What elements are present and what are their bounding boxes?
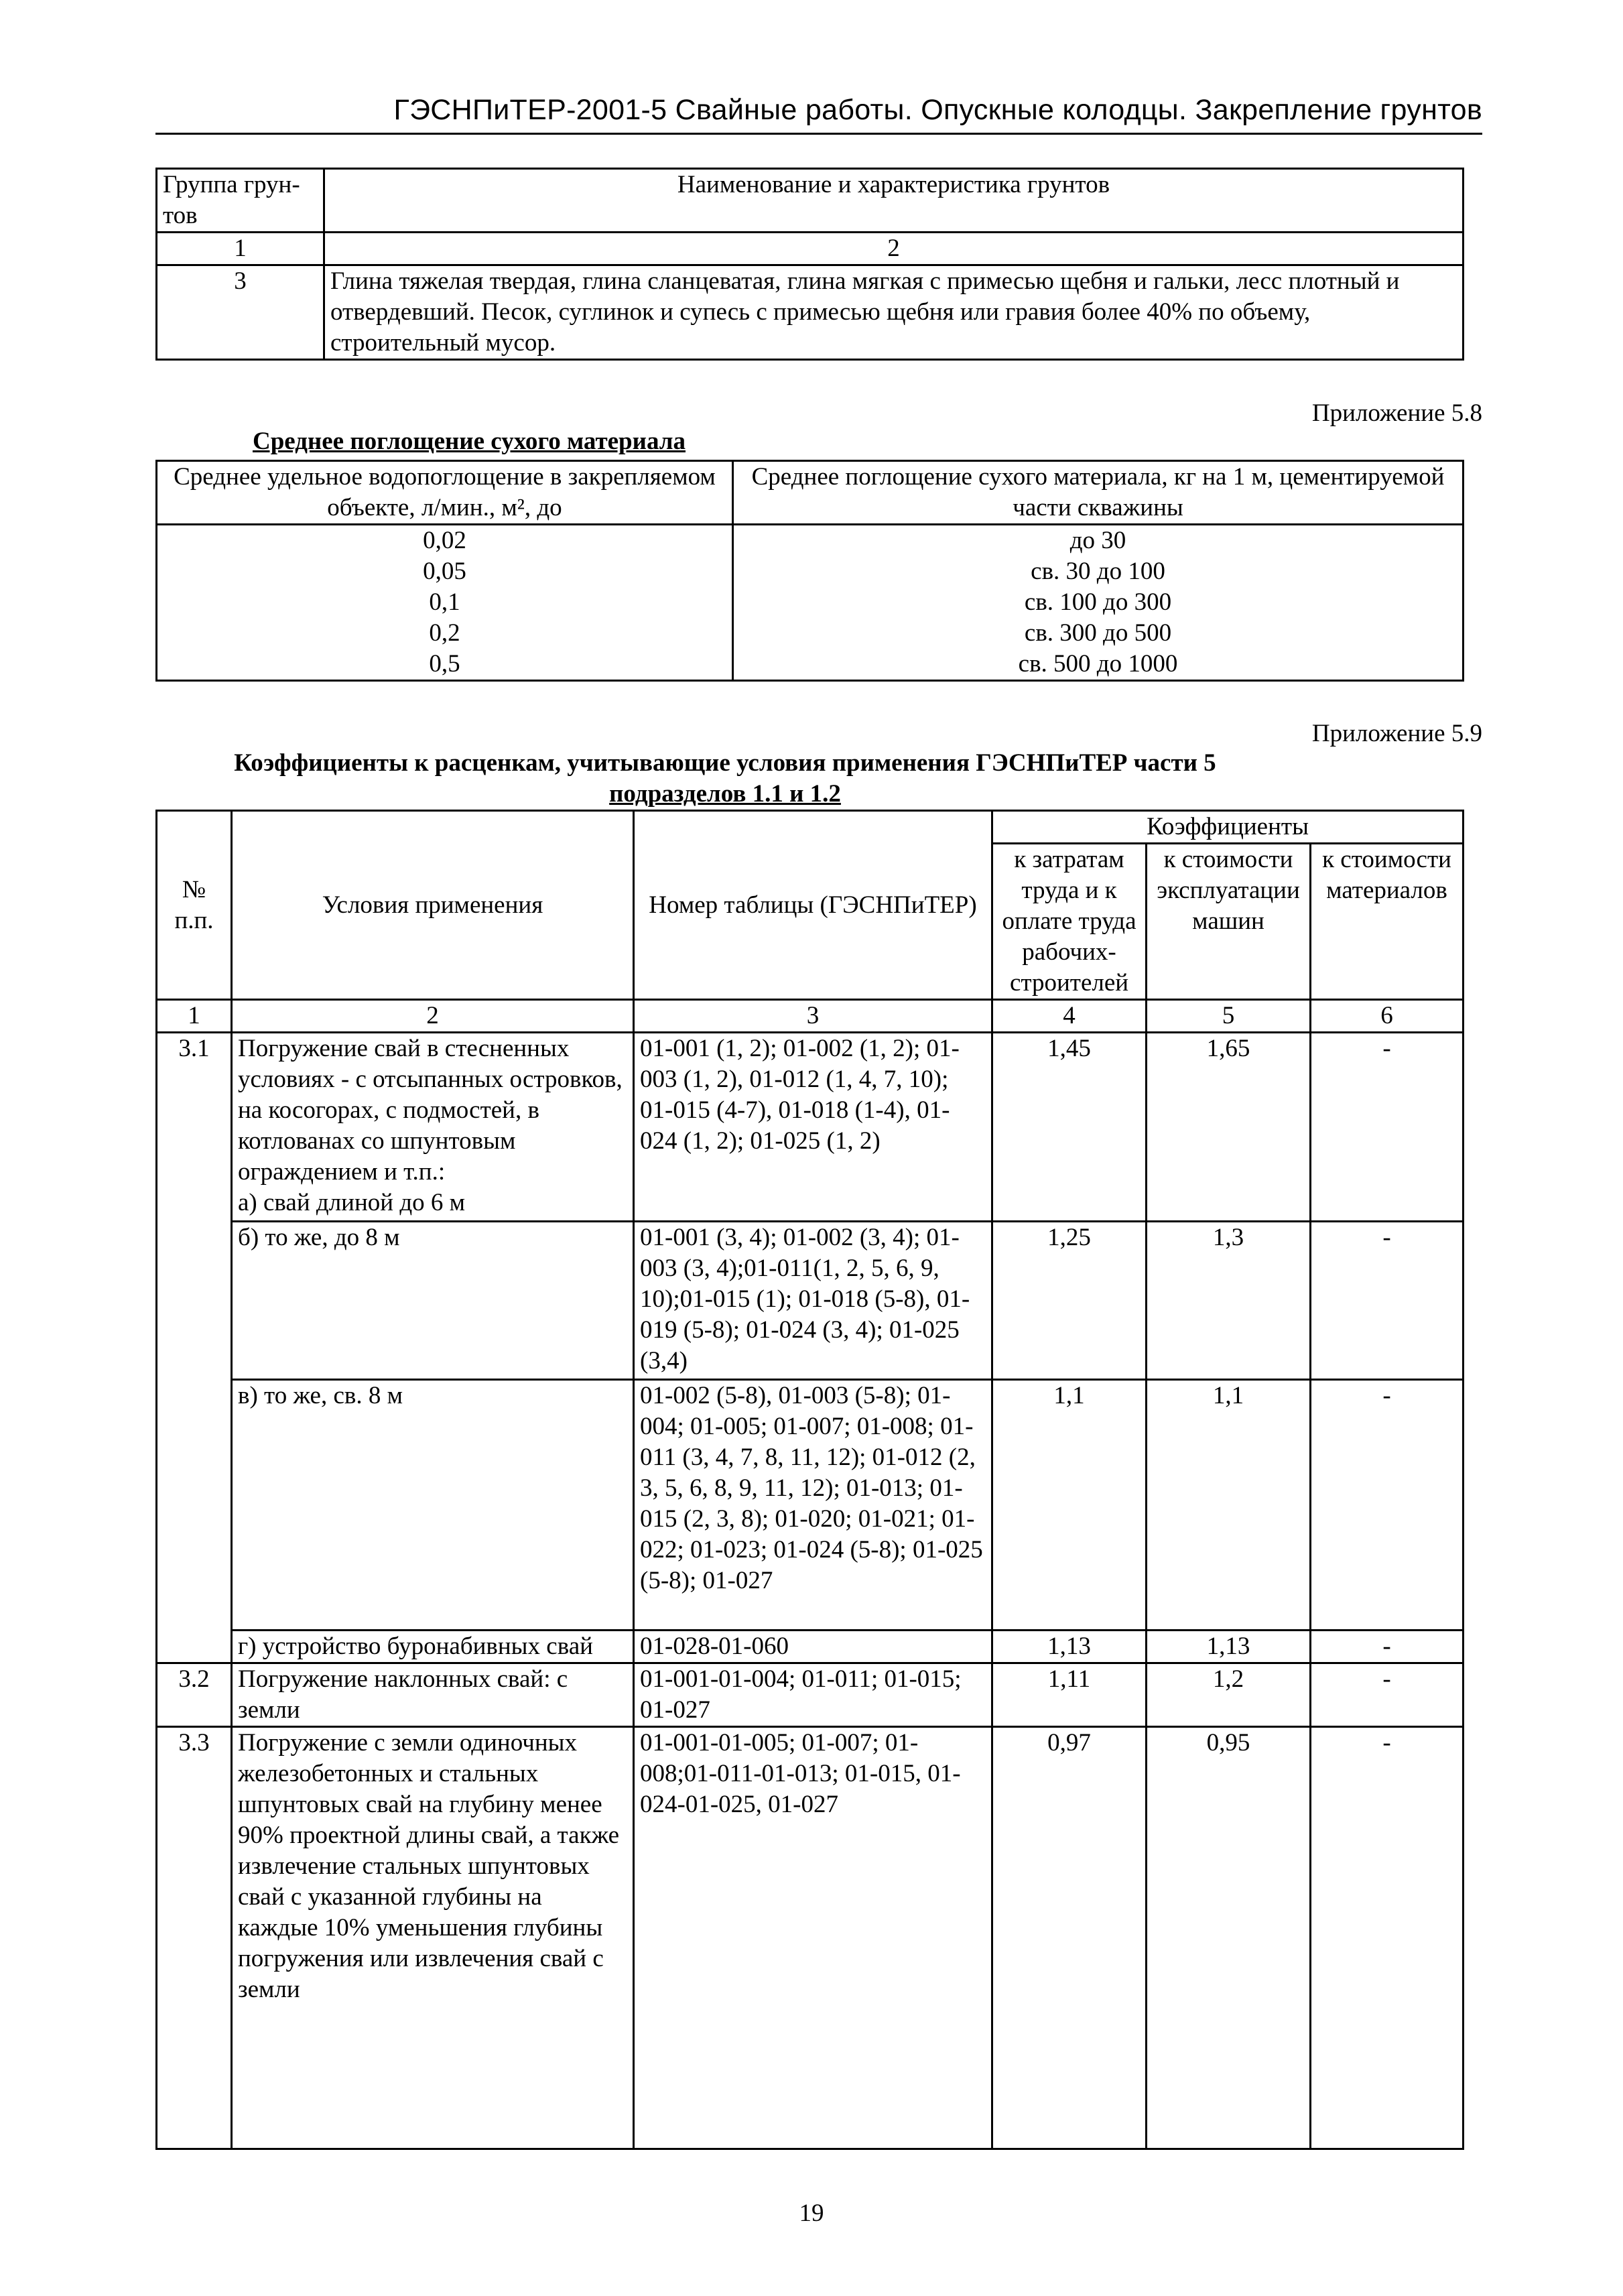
table-row bbox=[157, 556, 1464, 587]
row-materials: - bbox=[1311, 1631, 1464, 1663]
table-row bbox=[157, 649, 1464, 681]
table-row bbox=[157, 1222, 1464, 1380]
appendix-5-9-title-line1: Коэффициенты к расценкам, учитывающие условия применения ГЭСНПиТЕР части 5 bbox=[234, 749, 1216, 777]
soil-header-description: Наименование и характеристика грунтов bbox=[324, 169, 1464, 233]
absorption-value: 0,02 bbox=[157, 525, 733, 557]
row-materials: - bbox=[1311, 1727, 1464, 2149]
table-row bbox=[157, 1033, 1464, 1222]
soil-groups-table bbox=[155, 168, 1464, 361]
consumption-value: св. 500 до 1000 bbox=[733, 649, 1464, 681]
row-labor: 1,25 bbox=[992, 1222, 1147, 1380]
row-num: 3.2 bbox=[157, 1663, 232, 1727]
header-rule bbox=[155, 133, 1482, 135]
row-tables: 01-028-01-060 bbox=[634, 1631, 992, 1663]
page-number: 19 bbox=[799, 2199, 824, 2227]
appendix-5-9-title-line2: подразделов 1.1 и 1.2 bbox=[609, 780, 841, 808]
row-tables: 01-002 (5-8), 01-003 (5-8); 01-004; 01-005; 01-007; 01-008; 01-011 (3, 4, 7, 8, 11, 12); 01-012 (2, 3, 5, 6, 8, 9, 11, 12); 01-013; 01-015 (2, 3, 8); 01-020; 01-021; 01-022; 01-023; 01-024 (5-8); 01-025 (5-8); 01-027 bbox=[634, 1380, 992, 1631]
absorption-value: 0,2 bbox=[157, 618, 733, 649]
table-row bbox=[157, 1631, 1464, 1663]
soil-table-header-row bbox=[157, 169, 1464, 233]
row-materials: - bbox=[1311, 1033, 1464, 1222]
consumption-value: до 30 bbox=[733, 525, 1464, 557]
absorption-header-water: Среднее удельное водопоглощение в закрепляемом объекте, л/мин., м², до bbox=[157, 461, 733, 525]
row-labor: 0,97 bbox=[992, 1727, 1147, 2149]
dry-material-absorption-table bbox=[155, 460, 1464, 682]
row-num: 3.1 bbox=[157, 1033, 232, 1663]
consumption-value: св. 30 до 100 bbox=[733, 556, 1464, 587]
absorption-header-consumption: Среднее поглощение сухого материала, кг на 1 м, цементируемой части скважины bbox=[733, 461, 1464, 525]
appendix-5-8-label: Приложение 5.8 bbox=[1311, 399, 1482, 427]
coef-header-conditions: Условия применения bbox=[232, 811, 634, 1000]
row-labor: 1,13 bbox=[992, 1631, 1147, 1663]
row-labor: 1,11 bbox=[992, 1663, 1147, 1727]
soil-description: Глина тяжелая твердая, глина сланцеватая, глина мягкая с примесью щебня и гальки, лесс плотный и отвердевший. Песок, суглинок и супесь с примесью щебня или гравия более 40% по объему, строительный мусор. bbox=[324, 265, 1464, 360]
row-machines: 1,13 bbox=[1147, 1631, 1311, 1663]
row-materials: - bbox=[1311, 1222, 1464, 1380]
row-condition: Погружение свай в стесненных условиях - с отсыпанных островков, на косогорах, с подмостей, в котлованах со шпунтовым ограждением и т.п.: а) свай длиной до 6 м bbox=[232, 1033, 634, 1222]
row-condition: г) устройство буронабивных свай bbox=[232, 1631, 634, 1663]
row-materials: - bbox=[1311, 1663, 1464, 1727]
row-machines: 0,95 bbox=[1147, 1727, 1311, 2149]
coef-header-coefficients: Коэффициенты bbox=[992, 811, 1464, 844]
coef-header-machines: к стоимости эксплуатации машин bbox=[1147, 844, 1311, 1000]
coef-colnum-row bbox=[157, 1000, 1464, 1033]
row-machines: 1,1 bbox=[1147, 1380, 1311, 1631]
absorption-header-row bbox=[157, 461, 1464, 525]
row-labor: 1,45 bbox=[992, 1033, 1147, 1222]
absorption-value: 0,5 bbox=[157, 649, 733, 681]
coefficients-table bbox=[155, 810, 1464, 2150]
table-row bbox=[157, 1727, 1464, 2149]
row-tables: 01-001-01-004; 01-011; 01-015; 01-027 bbox=[634, 1663, 992, 1727]
appendix-5-9-label: Приложение 5.9 bbox=[1311, 720, 1482, 747]
soil-header-group: Группа грун-тов bbox=[157, 169, 324, 233]
coef-header-labor: к затратам труда и к оплате труда рабочих-строителей bbox=[992, 844, 1147, 1000]
coef-colnum-5: 5 bbox=[1147, 1000, 1311, 1033]
row-tables: 01-001-01-005; 01-007; 01-008;01-011-01-013; 01-015, 01-024-01-025, 01-027 bbox=[634, 1727, 992, 2149]
row-condition: б) то же, до 8 м bbox=[232, 1222, 634, 1380]
table-row bbox=[157, 587, 1464, 618]
row-condition: в) то же, св. 8 м bbox=[232, 1380, 634, 1631]
row-num: 3.3 bbox=[157, 1727, 232, 2149]
soil-table-colnum-row bbox=[157, 233, 1464, 265]
absorption-value: 0,05 bbox=[157, 556, 733, 587]
coef-colnum-4: 4 bbox=[992, 1000, 1147, 1033]
coef-header-row-1 bbox=[157, 811, 1464, 844]
row-machines: 1,2 bbox=[1147, 1663, 1311, 1727]
page-header-title: ГЭСНПиТЕР-2001-5 Свайные работы. Опускные колодцы. Закрепление грунтов bbox=[393, 94, 1482, 126]
coef-header-num: № п.п. bbox=[157, 811, 232, 1000]
coef-colnum-3: 3 bbox=[634, 1000, 992, 1033]
table-row bbox=[157, 525, 1464, 557]
table-row bbox=[157, 1663, 1464, 1727]
row-labor: 1,1 bbox=[992, 1380, 1147, 1631]
row-machines: 1,3 bbox=[1147, 1222, 1311, 1380]
table-row bbox=[157, 618, 1464, 649]
row-tables: 01-001 (1, 2); 01-002 (1, 2); 01-003 (1, 2), 01-012 (1, 4, 7, 10); 01-015 (4-7), 01-018 (1-4), 01-024 (1, 2); 01-025 (1, 2) bbox=[634, 1033, 992, 1222]
coef-colnum-6: 6 bbox=[1311, 1000, 1464, 1033]
appendix-5-8-title: Среднее поглощение сухого материала bbox=[252, 428, 686, 455]
absorption-value: 0,1 bbox=[157, 587, 733, 618]
soil-colnum-1: 1 bbox=[157, 233, 324, 265]
row-materials: - bbox=[1311, 1380, 1464, 1631]
consumption-value: св. 300 до 500 bbox=[733, 618, 1464, 649]
coef-header-table-no: Номер таблицы (ГЭСНПиТЕР) bbox=[634, 811, 992, 1000]
consumption-value: св. 100 до 300 bbox=[733, 587, 1464, 618]
table-row bbox=[157, 265, 1464, 360]
coef-colnum-2: 2 bbox=[232, 1000, 634, 1033]
soil-colnum-2: 2 bbox=[324, 233, 1464, 265]
soil-group-value: 3 bbox=[157, 265, 324, 360]
row-tables: 01-001 (3, 4); 01-002 (3, 4); 01-003 (3, 4);01-011(1, 2, 5, 6, 9, 10);01-015 (1); 01-018 (5-8), 01-019 (5-8); 01-024 (3, 4); 01-025 (3,4) bbox=[634, 1222, 992, 1380]
table-row bbox=[157, 1380, 1464, 1631]
coef-colnum-1: 1 bbox=[157, 1000, 232, 1033]
row-condition: Погружение наклонных свай: с земли bbox=[232, 1663, 634, 1727]
row-machines: 1,65 bbox=[1147, 1033, 1311, 1222]
coef-header-materials: к стоимости материалов bbox=[1311, 844, 1464, 1000]
row-condition: Погружение с земли одиночных железобетонных и стальных шпунтовых свай на глубину менее 90% проектной длины свай, а также извлечение стальных шпунтовых свай с указанной глубины на каждые 10% уменьшения глубины погружения или извлечения свай с земли bbox=[232, 1727, 634, 2149]
